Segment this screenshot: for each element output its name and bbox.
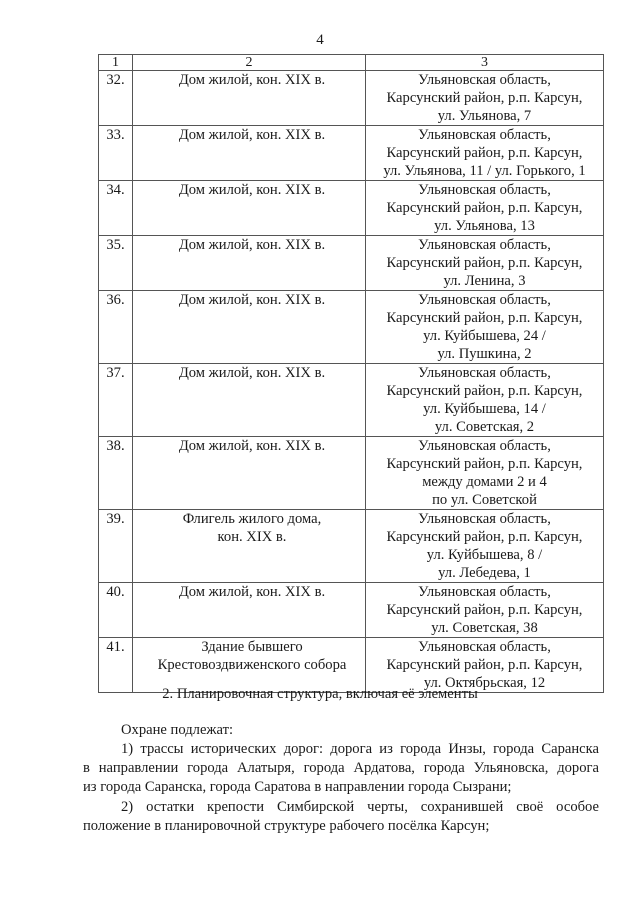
object-name-line: Дом жилой, кон. XIX в. [178,365,326,381]
table-header-row [99,55,604,71]
object-name-cell [133,71,366,126]
object-name-line: Флигель жилого дома, [182,511,322,527]
table-row [99,126,604,181]
address-line: Карсунский район, р.п. Карсун, [386,456,583,472]
table-row [99,638,604,693]
address-line: ул. Куйбышева, 8 / [426,547,543,563]
object-name-cell [133,181,366,236]
object-name-cell [133,364,366,437]
address-line: Карсунский район, р.п. Карсун, [386,383,583,399]
object-name-cell [133,437,366,510]
address-line: между домами 2 и 4 [422,474,547,490]
address-cell [366,583,604,638]
address-line: Ульяновская область, [418,438,551,454]
object-name-line: кон. XIX в. [217,529,287,545]
object-name-line: Здание бывшего [201,639,303,655]
address-line: Карсунский район, р.п. Карсун, [386,657,583,673]
paragraph-2 [83,798,599,836]
object-name-line: Крестовоздвиженского собора [157,657,347,673]
address-cell [366,236,604,291]
row-number: 32. [99,71,133,126]
address-cell [366,291,604,364]
address-line: ул. Ленина, 3 [443,273,526,289]
object-name-line: Дом жилой, кон. XIX в. [178,72,326,88]
address-line: Ульяновская область, [418,127,551,143]
address-line: Карсунский район, р.п. Карсун, [386,255,583,271]
object-name-cell [133,236,366,291]
object-name-cell [133,510,366,583]
column-header-3: 3 [366,55,604,71]
table-row [99,583,604,638]
object-name-line: Дом жилой, кон. XIX в. [178,584,326,600]
table-row [99,181,604,236]
row-number: 35. [99,236,133,291]
address-line: Карсунский район, р.п. Карсун, [386,200,583,216]
address-cell [366,71,604,126]
address-line: Ульяновская область, [418,182,551,198]
table-row [99,291,604,364]
address-cell [366,126,604,181]
address-line: ул. Октябрьская, 12 [423,675,546,691]
address-line: Карсунский район, р.п. Карсун, [386,310,583,326]
row-number: 40. [99,583,133,638]
table-row [99,364,604,437]
table-row [99,71,604,126]
address-cell [366,181,604,236]
row-number: 33. [99,126,133,181]
paragraph-line: 2) остатки крепости Симбирской черты, сохранившей своё особое [121,799,599,815]
paragraph-line: 1) трассы исторических дорог: дорога из города Инзы, города Саранска [121,741,599,757]
address-line: ул. Советская, 38 [431,620,538,636]
address-line: ул. Ульянова, 13 [434,218,535,234]
intro-text: Охране подлежат: [121,722,234,738]
address-line: ул. Куйбышева, 24 / [423,328,546,344]
address-line: Карсунский район, р.п. Карсун, [386,145,583,161]
object-name-line: Дом жилой, кон. XIX в. [178,182,326,198]
address-line: Ульяновская область, [418,292,551,308]
address-line: Ульяновская область, [418,511,551,527]
address-cell [366,437,604,510]
row-number: 38. [99,437,133,510]
address-line: ул. Лебедева, 1 [438,565,531,581]
object-name-line: Дом жилой, кон. XIX в. [178,438,326,454]
paragraph-line: положение в планировочной структуре рабочего посёлка Карсун; [83,818,490,834]
address-line: Ульяновская область, [418,365,551,381]
object-name-line: Дом жилой, кон. XIX в. [178,237,326,253]
table-row [99,437,604,510]
address-line: Карсунский район, р.п. Карсун, [386,602,583,618]
row-number: 36. [99,291,133,364]
row-number: 37. [99,364,133,437]
column-header-2: 2 [133,55,366,71]
address-line: Карсунский район, р.п. Карсун, [386,529,583,545]
address-line: Ульяновская область, [418,639,551,655]
address-line: ул. Куйбышева, 14 / [423,401,546,417]
address-cell [366,364,604,437]
monuments-table [98,54,604,693]
object-name-cell [133,638,366,693]
address-line: ул. Советская, 2 [434,419,535,435]
row-number: 39. [99,510,133,583]
address-line: Ульяновская область, [418,584,551,600]
address-cell [366,638,604,693]
object-name-cell [133,583,366,638]
address-line: Карсунский район, р.п. Карсун, [386,90,583,106]
row-number: 34. [99,181,133,236]
address-line: ул. Ульянова, 7 [437,108,532,124]
address-line: ул. Пушкина, 2 [437,346,532,362]
paragraph-1 [83,740,599,797]
object-name-line: Дом жилой, кон. XIX в. [178,292,326,308]
row-number: 41. [99,638,133,693]
page-number: 4 [316,32,324,48]
table-row [99,510,604,583]
paragraph-line: из города Саранска, города Саратова в направлении города Сызрани; [83,779,512,795]
address-line: Ульяновская область, [418,72,551,88]
section-title: 2. Планировочная структура, включая её элементы [162,686,478,702]
paragraph-line: в направлении города Алатыря, города Ардатова, города Ульяновска, дорога [83,760,599,776]
object-name-cell [133,126,366,181]
address-line: Ульяновская область, [418,237,551,253]
object-name-line: Дом жилой, кон. XIX в. [178,127,326,143]
address-line: ул. Ульянова, 11 / ул. Горького, 1 [383,163,586,179]
address-cell [366,510,604,583]
column-header-1: 1 [99,55,133,71]
object-name-cell [133,291,366,364]
table-row [99,236,604,291]
address-line: по ул. Советской [432,492,537,508]
